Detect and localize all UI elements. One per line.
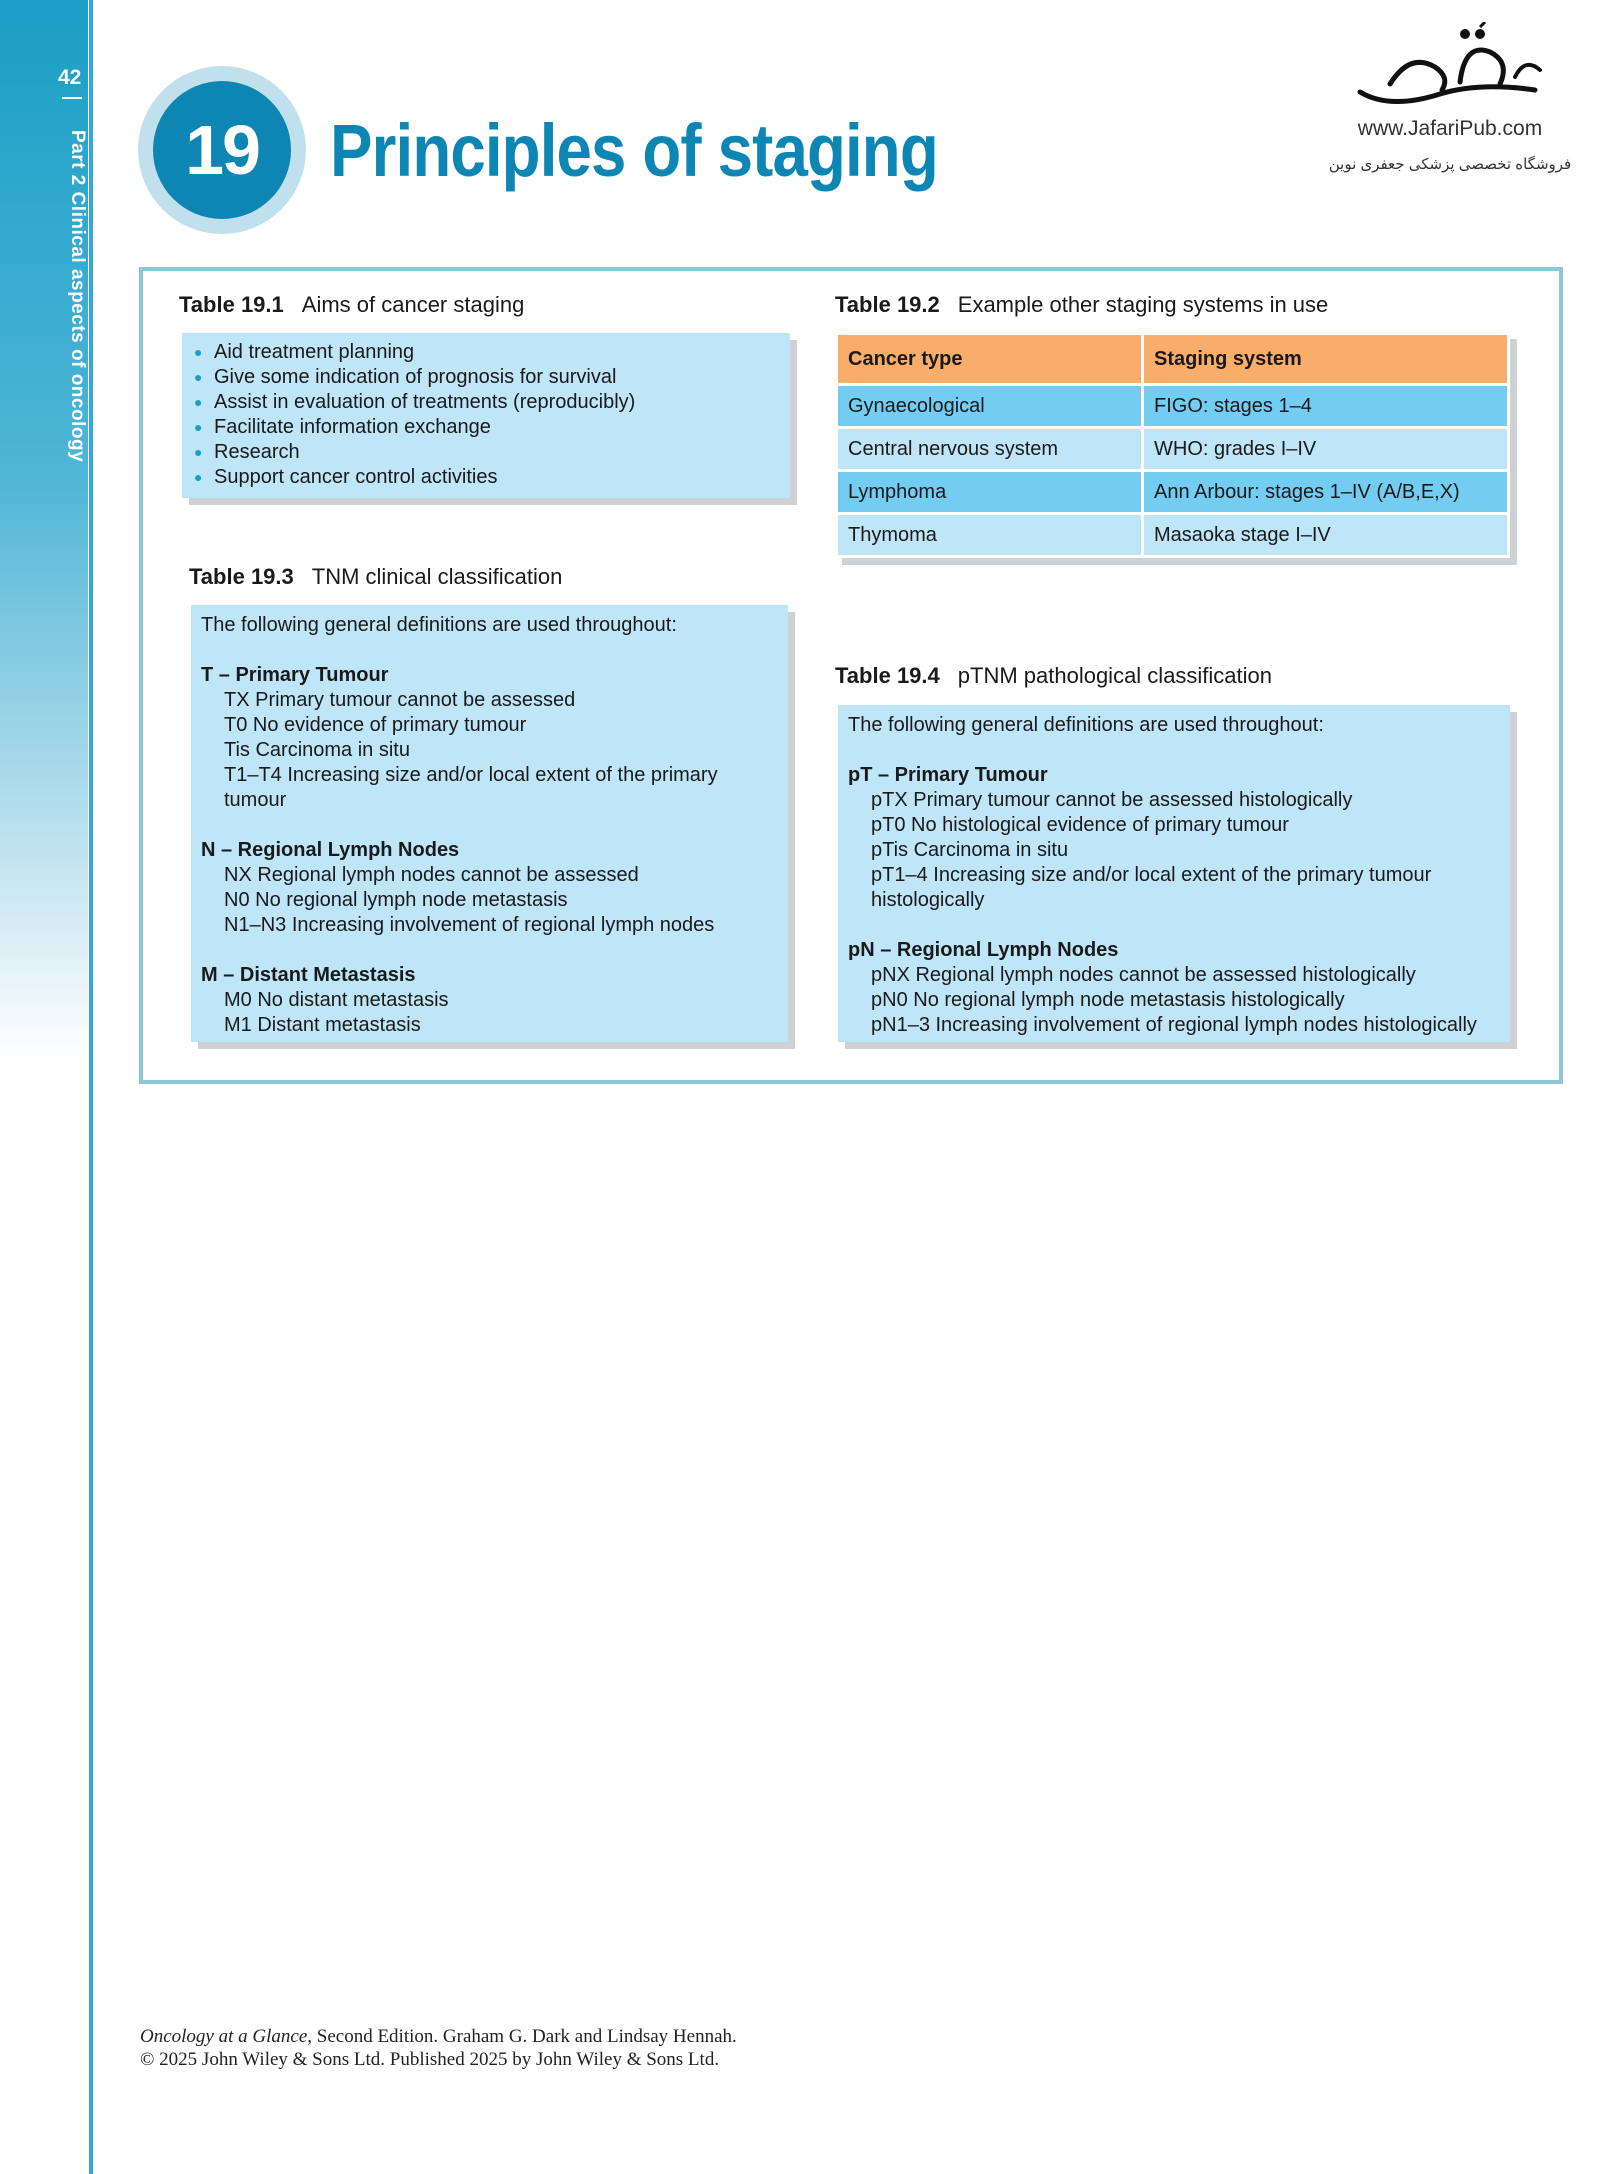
definition-line: T1–T4 Increasing size and/or local extent of the primary [224, 764, 718, 786]
table-19-3-title: TNM clinical classification [311, 564, 563, 589]
aims-list [182, 333, 790, 490]
definition-line: pN0 No regional lymph node metastasis histologically [871, 989, 1345, 1011]
bullet-icon: ● [194, 369, 203, 385]
calligraphy-logo-icon [1350, 22, 1550, 117]
logo-url: www.JafariPub.com [1357, 117, 1543, 140]
table-19-3-label: Table 19.3 [189, 564, 294, 589]
bullet-icon: ● [194, 444, 203, 460]
table-cell: Ann Arbour: stages 1–IV (A/B,E,X) [1144, 472, 1507, 512]
section-heading: T – Primary Tumour [201, 664, 389, 686]
table-19-1-caption [179, 292, 524, 318]
table-row [838, 386, 1507, 426]
table-19-4-box [838, 705, 1510, 1042]
table-row [838, 429, 1507, 469]
definition-line: pTX Primary tumour cannot be assessed histologically [871, 789, 1353, 811]
footer-copyright: © 2025 John Wiley & Sons Ltd. Published 2025 by John Wiley & Sons Ltd. [140, 2049, 720, 2070]
definition-line: Tis Carcinoma in situ [224, 739, 410, 761]
part-label: Part 2 Clinical aspects of oncology [67, 130, 88, 463]
chapter-number: 19 [153, 81, 291, 219]
list-item: ● Give some indication of prognosis for survival [194, 366, 617, 388]
table-header-row [838, 335, 1507, 383]
bullet-icon: ● [194, 419, 203, 435]
bullet-icon: ● [194, 394, 203, 410]
table-cell: Central nervous system [838, 429, 1141, 469]
table-cell: WHO: grades I–IV [1144, 429, 1507, 469]
table-row [838, 472, 1507, 512]
definition-line: M1 Distant metastasis [224, 1014, 421, 1036]
section-heading: N – Regional Lymph Nodes [201, 839, 460, 861]
table-cell: Masaoka stage I–IV [1144, 515, 1507, 555]
book-title: Oncology at a Glance [140, 2026, 308, 2047]
staging-systems-table [835, 332, 1510, 558]
copyright-footer [140, 2025, 737, 2071]
section-heading: pT – Primary Tumour [848, 764, 1048, 786]
table-19-3-box [191, 605, 788, 1042]
definition-line: M0 No distant metastasis [224, 989, 449, 1011]
tnm-definitions [191, 605, 788, 1038]
page-number: 42 [58, 66, 82, 89]
column-header: Staging system [1144, 335, 1507, 383]
table-19-4-label: Table 19.4 [835, 663, 940, 688]
definition-line: pNX Regional lymph nodes cannot be assessed histologically [871, 964, 1416, 986]
definition-line: pTis Carcinoma in situ [871, 839, 1069, 861]
definition-line: NX Regional lymph nodes cannot be assessed [224, 864, 639, 886]
table-cell: Thymoma [838, 515, 1141, 555]
footer-citation: Oncology at a Glance, Second Edition. Graham G. Dark and Lindsay Hennah. [140, 2026, 737, 2047]
table-row [838, 515, 1507, 555]
publisher-logo [1300, 22, 1600, 182]
table-19-1-box [182, 333, 790, 498]
table-19-4-title: pTNM pathological classification [957, 663, 1273, 688]
table-19-1-title: Aims of cancer staging [301, 292, 525, 317]
definition-line: N1–N3 Increasing involvement of regional lymph nodes [224, 914, 715, 936]
definition-line: TX Primary tumour cannot be assessed [224, 689, 576, 711]
intro-text: The following general definitions are used throughout: [201, 614, 677, 636]
table-19-3-caption [189, 564, 562, 590]
table-19-2-label: Table 19.2 [835, 292, 940, 317]
definition-line: histologically [871, 889, 985, 911]
definition-line: pT0 No histological evidence of primary tumour [871, 814, 1289, 836]
list-item: ● Assist in evaluation of treatments (reproducibly) [194, 391, 636, 413]
ptnm-definitions [838, 705, 1510, 1038]
table-cell: Gynaecological [838, 386, 1141, 426]
table-19-4-caption [835, 663, 1272, 689]
table-cell: Lymphoma [838, 472, 1141, 512]
definition-line: N0 No regional lymph node metastasis [224, 889, 568, 911]
table-19-1-label: Table 19.1 [179, 292, 284, 317]
logo-subtitle: فروشگاه تخصصی پزشکی جعفری نوین [1328, 156, 1572, 173]
list-item: ● Support cancer control activities [194, 466, 498, 488]
intro-text: The following general definitions are used throughout: [848, 714, 1324, 736]
page-number-divider [62, 97, 82, 99]
list-item: ● Aid treatment planning [194, 341, 415, 363]
list-item: ● Facilitate information exchange [194, 416, 491, 438]
table-19-2-caption [835, 292, 1328, 318]
definition-line: pN1–3 Increasing involvement of regional lymph nodes histologically [871, 1014, 1477, 1036]
definition-line: pT1–4 Increasing size and/or local extent of the primary tumour [871, 864, 1432, 886]
section-heading: M – Distant Metastasis [201, 964, 416, 986]
section-heading: pN – Regional Lymph Nodes [848, 939, 1119, 961]
list-item: ● Research [194, 441, 300, 463]
definition-line: T0 No evidence of primary tumour [224, 714, 527, 736]
column-header: Cancer type [838, 335, 1141, 383]
bullet-icon: ● [194, 469, 203, 485]
definition-line: tumour [224, 789, 287, 811]
table-19-2-title: Example other staging systems in use [957, 292, 1329, 317]
table-cell: FIGO: stages 1–4 [1144, 386, 1507, 426]
margin-rule [89, 0, 93, 2174]
bullet-icon: ● [194, 344, 203, 360]
chapter-title: Principles of staging [330, 109, 938, 192]
